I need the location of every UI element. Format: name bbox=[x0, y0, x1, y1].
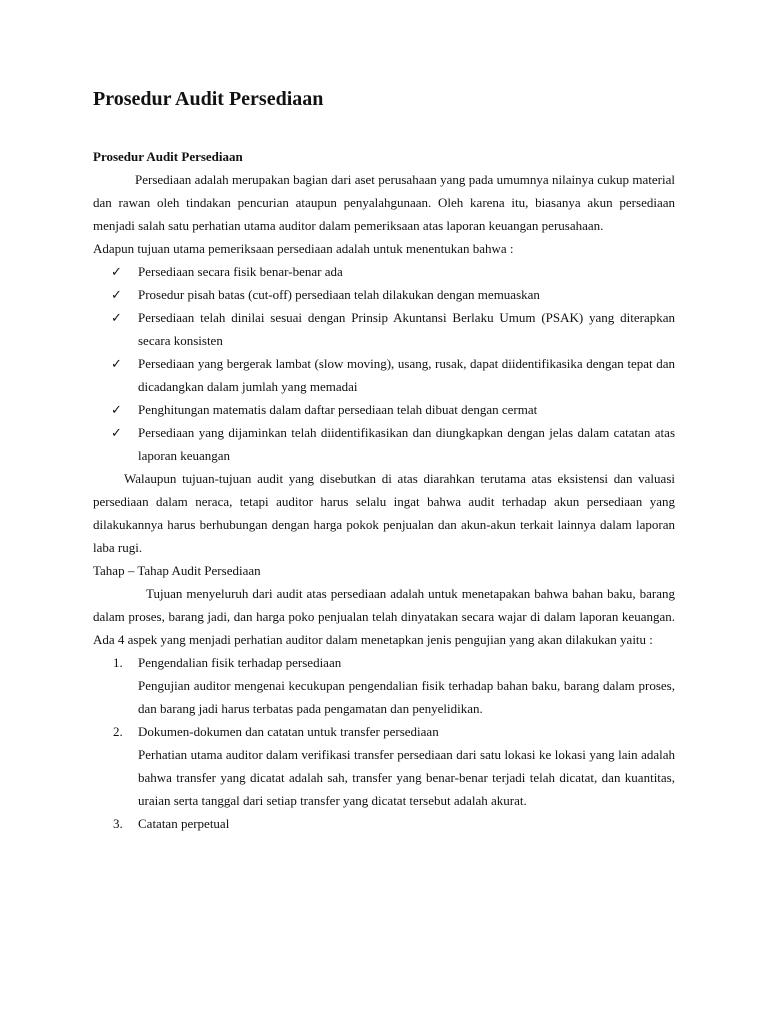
paragraph-valuation: Walaupun tujuan-tujuan audit yang disebutkan di atas diarahkan terutama atas eksistensi dan valuasi persediaan dalam neraca, tetapi auditor harus selalu ingat bahwa audit terhadap akun persediaan yang dilakukannya harus berhubungan dengan harga pokok penjualan dan akun-akun terkait lainnya dalam laporan laba rugi. bbox=[93, 471, 675, 555]
aspect-heading: Dokumen-dokumen dan catatan untuk transfer persediaan bbox=[138, 724, 439, 739]
item-number: 2. bbox=[113, 724, 123, 739]
objective-text: Penghitungan matematis dalam daftar persediaan telah dibuat dengan cermat bbox=[138, 402, 538, 417]
list-item bbox=[113, 812, 675, 835]
check-icon: ✓ bbox=[111, 402, 122, 417]
document-body bbox=[93, 145, 675, 835]
list-item bbox=[111, 283, 675, 306]
list-item bbox=[111, 306, 675, 352]
document-title: Prosedur Audit Persediaan bbox=[93, 88, 324, 110]
objectives-list bbox=[93, 260, 675, 467]
aspect-heading: Pengendalian fisik terhadap persediaan bbox=[138, 655, 342, 670]
list-item bbox=[111, 352, 675, 398]
item-number: 3. bbox=[113, 816, 123, 831]
list-item bbox=[111, 421, 675, 467]
item-number: 1. bbox=[113, 655, 123, 670]
paragraph-overall-objective: Tujuan menyeluruh dari audit atas persediaan adalah untuk menetapakan bahwa bahan baku, barang dalam proses, barang jadi, dan harga poko penjualan telah dinyatakan secara wajar di dalam laporan keuangan. Ada 4 aspek yang menjadi perhatian auditor dalam menetapkan jenis pengujian yang akan dilakukan yaitu : bbox=[93, 586, 675, 647]
aspect-description: Perhatian utama auditor dalam verifikasi transfer persediaan dari satu lokasi ke lokasi yang lain adalah bahwa transfer yang dicatat adalah sah, transfer yang benar-benar terjadi telah dicatat, dan kuantitas, uraian serta tanggal dari setiap transfer yang dicatat tersebut adalah akurat. bbox=[138, 747, 675, 808]
check-icon: ✓ bbox=[111, 310, 122, 325]
list-item bbox=[111, 398, 675, 421]
paragraph-intro: Persediaan adalah merupakan bagian dari aset perusahaan yang pada umumnya nilainya cukup material dan rawan oleh tindakan pencurian ataupun penyalahgunaan. Oleh karena itu, biasanya akun persediaan menjadi salah satu perhatian utama auditor dalam pemeriksaan atas laporan keuangan perusahaan. bbox=[93, 172, 675, 233]
objective-text: Persediaan telah dinilai sesuai dengan Prinsip Akuntansi Berlaku Umum (PSAK) yang diterapkan secara konsisten bbox=[138, 310, 675, 348]
objective-text: Persediaan secara fisik benar-benar ada bbox=[138, 264, 343, 279]
list-item bbox=[113, 720, 675, 812]
list-item bbox=[113, 651, 675, 720]
check-icon: ✓ bbox=[111, 425, 122, 440]
stage-heading: Tahap – Tahap Audit Persediaan bbox=[93, 563, 261, 578]
aspects-list bbox=[93, 651, 675, 835]
objective-text: Persediaan yang bergerak lambat (slow moving), usang, rusak, dapat diidentifikasika dengan tepat dan dicadangkan dalam jumlah yang memadai bbox=[138, 356, 675, 394]
section-subtitle: Prosedur Audit Persediaan bbox=[93, 149, 243, 164]
objective-text: Persediaan yang dijaminkan telah diidentifikasikan dan diungkapkan dengan jelas dalam catatan atas laporan keuangan bbox=[138, 425, 675, 463]
check-icon: ✓ bbox=[111, 356, 122, 371]
objective-text: Prosedur pisah batas (cut-off) persediaan telah dilakukan dengan memuaskan bbox=[138, 287, 540, 302]
aspect-description: Pengujian auditor mengenai kecukupan pengendalian fisik terhadap bahan baku, barang dalam proses, dan barang jadi harus terbatas pada pengamatan dan penyelidikan. bbox=[138, 678, 675, 716]
objectives-intro: Adapun tujuan utama pemeriksaan persediaan adalah untuk menentukan bahwa : bbox=[93, 241, 514, 256]
aspect-heading: Catatan perpetual bbox=[138, 816, 230, 831]
check-icon: ✓ bbox=[111, 264, 122, 279]
check-icon: ✓ bbox=[111, 287, 122, 302]
list-item bbox=[111, 260, 675, 283]
